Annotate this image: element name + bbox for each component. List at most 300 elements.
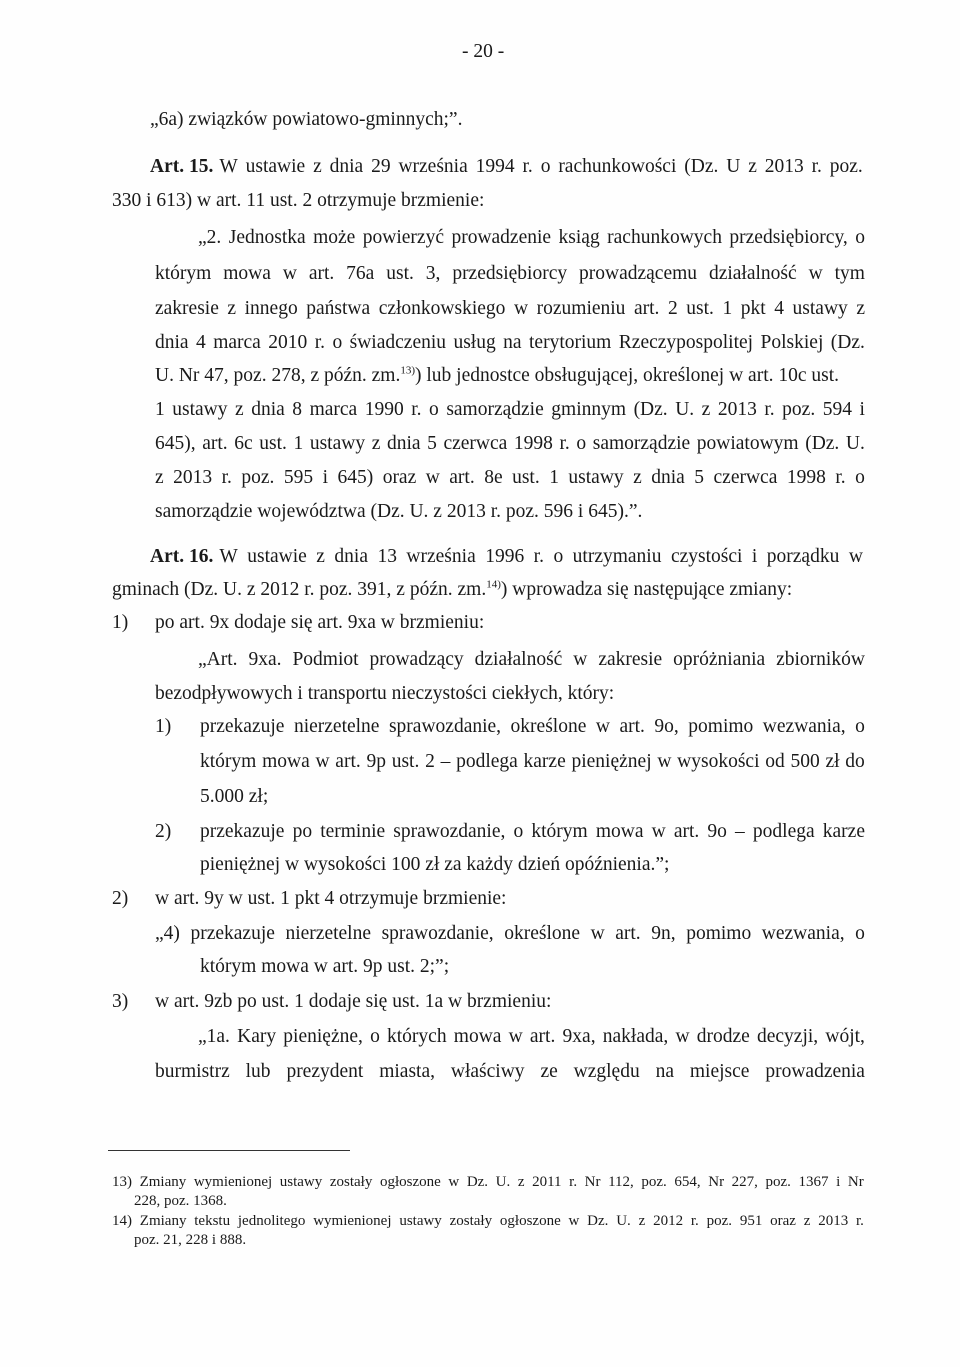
- word: z: [638, 1213, 646, 1229]
- word: 76a: [346, 263, 375, 284]
- word: miejsce: [689, 1061, 750, 1082]
- word: podlega: [456, 751, 518, 772]
- word: tekstu: [194, 1213, 231, 1229]
- word: miasta,: [379, 1061, 435, 1082]
- word: karze: [523, 751, 566, 772]
- word: w: [808, 263, 823, 284]
- footnote-ref-14: 14): [486, 578, 501, 591]
- word: zakresie: [155, 298, 219, 319]
- word: ust.: [512, 467, 540, 488]
- word: i: [751, 546, 758, 567]
- word: mowa: [595, 821, 644, 842]
- footnote-13-line-1: [112, 1173, 864, 1192]
- word: w: [282, 263, 297, 284]
- word: przekazuje: [200, 821, 285, 842]
- word: innego: [244, 298, 298, 319]
- point-2-quote-line-1: [155, 922, 865, 946]
- word: Kary: [237, 1026, 277, 1047]
- art16-line-1: [150, 545, 863, 569]
- art9xa-line-2: bezodpływowych i transportu nieczystości ciekłych, który:: [155, 683, 615, 704]
- word: na: [655, 1061, 674, 1082]
- word: o: [370, 1026, 380, 1047]
- art15-line-2: 330 i 613) w art. 11 ust. 2 otrzymuje brzmienie:: [112, 190, 485, 211]
- word: samorządzie: [446, 399, 544, 420]
- word: w: [675, 1026, 690, 1047]
- word: ze: [540, 1061, 558, 1082]
- point-3-quote-line-1: [198, 1025, 865, 1049]
- word: w: [595, 716, 610, 737]
- word: r.: [855, 1213, 864, 1229]
- word: powiatowym: [696, 433, 799, 454]
- word: r.: [811, 156, 822, 177]
- word: –: [735, 821, 745, 842]
- word: wysokości: [677, 751, 760, 772]
- word: w: [848, 546, 863, 567]
- word: o: [332, 332, 343, 353]
- word: 14): [112, 1213, 132, 1229]
- word: z: [856, 298, 865, 319]
- word: z: [517, 1174, 525, 1190]
- word: działalność: [474, 649, 563, 670]
- word: wójt,: [825, 1026, 865, 1047]
- word: art.: [335, 751, 361, 772]
- word: na: [503, 332, 522, 353]
- word: 1998: [513, 433, 553, 454]
- word: dnia: [251, 399, 285, 420]
- art15-quote-line-7: [155, 432, 865, 456]
- word: którym: [200, 751, 257, 772]
- word: 3,: [425, 263, 441, 284]
- word: określone: [510, 716, 587, 737]
- word: pieniężne,: [283, 1026, 363, 1047]
- word: z: [701, 399, 711, 420]
- art16-line-1-words: [219, 545, 863, 569]
- word: ogłoszone: [379, 1174, 441, 1190]
- art15-quote-line-8: [155, 466, 865, 490]
- word: marca: [213, 332, 261, 353]
- word: o: [540, 156, 551, 177]
- word: ustawy: [172, 399, 228, 420]
- word: karze: [822, 821, 865, 842]
- word: W: [219, 156, 238, 177]
- word: zostały: [329, 1174, 373, 1190]
- word: września: [398, 156, 468, 177]
- word: (Dz.: [830, 332, 865, 353]
- word: 8e: [484, 467, 503, 488]
- word: poz.: [706, 1213, 733, 1229]
- word: (Dz.: [805, 433, 840, 454]
- word: i: [859, 399, 865, 420]
- word: sprawozdanie,: [388, 716, 502, 737]
- word: 2013: [717, 399, 757, 420]
- word: r.: [559, 433, 570, 454]
- word: Nr: [847, 1174, 864, 1190]
- word: 1998: [786, 467, 826, 488]
- word: ust.: [386, 263, 414, 284]
- word: 9p: [366, 751, 386, 772]
- word: z: [227, 298, 237, 319]
- word: oraz: [382, 467, 417, 488]
- word: ustawy: [568, 467, 624, 488]
- word: rachunkowości: [558, 156, 677, 177]
- art15-quote-line-4: [155, 331, 865, 355]
- word: zostały: [449, 1213, 493, 1229]
- word: U.: [845, 433, 865, 454]
- word: wymienionej: [193, 1174, 273, 1190]
- art9xa-line-1: [198, 648, 865, 672]
- word: poz.: [641, 1174, 667, 1190]
- word: Nr: [584, 1174, 601, 1190]
- word: Jednostka: [228, 227, 306, 248]
- word: 29: [371, 156, 391, 177]
- word: U: [726, 156, 741, 177]
- word: przedsiębiorcy,: [729, 227, 848, 248]
- word: oraz: [770, 1213, 796, 1229]
- word: nierzetelne: [285, 923, 371, 944]
- word: do: [845, 751, 865, 772]
- word: mowa: [262, 751, 310, 772]
- word: wezwania,: [762, 716, 846, 737]
- word: utrzymaniu: [572, 546, 662, 567]
- word: 9xa,: [562, 1026, 596, 1047]
- word: ustawy: [399, 1213, 442, 1229]
- word: działalność: [708, 263, 797, 284]
- word: r.: [221, 467, 232, 488]
- word: 9o,: [654, 716, 679, 737]
- word: pkt: [740, 298, 766, 319]
- word: pomimo: [686, 923, 752, 944]
- word: wezwania,: [761, 923, 845, 944]
- word: terytorium: [529, 332, 612, 353]
- word: 1990: [364, 399, 404, 420]
- word: art.: [673, 821, 700, 842]
- subpoint-2-line-1: [200, 820, 865, 844]
- art15-line-1-words: [219, 155, 863, 179]
- word: Zmiany: [139, 1213, 187, 1229]
- word: mowa: [223, 263, 271, 284]
- word: 5: [694, 467, 705, 488]
- word: 8: [292, 399, 303, 420]
- word: Polskiej: [760, 332, 824, 353]
- word: nierzetelne: [293, 716, 380, 737]
- word: nakłada,: [602, 1026, 669, 1047]
- word: 2010: [268, 332, 308, 353]
- word: gminnym: [551, 399, 627, 420]
- word: ustawie: [245, 156, 306, 177]
- word: ksiąg: [558, 227, 600, 248]
- word: r.: [533, 546, 544, 567]
- word: „Art.: [198, 649, 238, 670]
- word: art.: [619, 716, 645, 737]
- word: 645): [337, 467, 374, 488]
- word: ustawie: [247, 546, 307, 567]
- word: rachunkowych: [607, 227, 722, 248]
- word: z: [803, 1213, 811, 1229]
- word: którym: [531, 821, 588, 842]
- word: usług: [453, 332, 496, 353]
- art15-quote-line-6: [155, 398, 865, 422]
- point-2-quote-line-2: którym mowa w art. 9p ust. 2;”;: [200, 956, 450, 977]
- word: 9n,: [651, 923, 676, 944]
- word: poz.: [765, 1174, 791, 1190]
- word: poz.: [782, 399, 816, 420]
- word: ogłoszone: [499, 1213, 561, 1229]
- word: 654,: [674, 1174, 701, 1190]
- page-number: - 20 -: [462, 41, 505, 62]
- word: 4: [196, 332, 206, 353]
- art15-label: Art. 15.: [150, 156, 214, 177]
- word: 2: [667, 298, 678, 319]
- subpoint-2-number: 2): [155, 821, 172, 842]
- word: r.: [314, 332, 326, 353]
- word: po: [292, 821, 313, 842]
- word: z: [155, 467, 164, 488]
- point-3-number: 3): [112, 991, 129, 1012]
- word: których: [387, 1026, 447, 1047]
- word: o: [576, 433, 587, 454]
- word: terminie: [320, 821, 386, 842]
- word: r.: [569, 1174, 578, 1190]
- word: w: [573, 649, 588, 670]
- word: ust.: [686, 298, 714, 319]
- word: lub: [245, 1061, 271, 1082]
- point-3-quote-line-2: [155, 1060, 865, 1084]
- word: prowadzenie: [451, 227, 552, 248]
- word: rozumieniu: [536, 298, 626, 319]
- word: poz.: [829, 156, 863, 177]
- word: członkowskiego: [378, 298, 506, 319]
- word: Dz.: [466, 1174, 489, 1190]
- word: opróżniania: [673, 649, 766, 670]
- word: podlega: [752, 821, 815, 842]
- word: Rzeczypospolitej: [618, 332, 754, 353]
- word: od: [765, 751, 785, 772]
- subpoint-1-number: 1): [155, 716, 172, 737]
- word: powierzyć: [362, 227, 444, 248]
- word: w: [448, 1174, 460, 1190]
- word: z: [371, 433, 381, 454]
- art15-quote-line-5: [155, 364, 839, 388]
- art16-l2-text-a: gminach (Dz. U. z 2012 r. poz. 391, z późn. zm.: [112, 579, 487, 600]
- word: w: [590, 923, 605, 944]
- word: 112,: [608, 1174, 634, 1190]
- word: 1994: [475, 156, 515, 177]
- footnote-13-line-2: 228, poz. 1368.: [134, 1193, 227, 1209]
- word: w: [425, 467, 440, 488]
- word: przedsiębiorcy: [452, 263, 568, 284]
- word: zł: [825, 751, 840, 772]
- word: U.: [675, 399, 695, 420]
- art15-quote-line-9: samorządzie województwa (Dz. U. z 2013 r. poz. 596 i 645).”.: [155, 501, 643, 522]
- word: art.: [529, 1026, 556, 1047]
- word: 1: [722, 298, 733, 319]
- word: o: [553, 546, 564, 567]
- art16-l2-text-b: ) wprowadza się następujące zmiany:: [500, 579, 793, 600]
- word: Zmiany: [139, 1174, 187, 1190]
- word: r.: [835, 467, 846, 488]
- word: art.: [308, 263, 335, 284]
- word: 13: [377, 546, 397, 567]
- word: czystości: [670, 546, 743, 567]
- word: w: [657, 751, 672, 772]
- word: U.: [495, 1174, 511, 1190]
- word: 9o: [707, 821, 727, 842]
- word: zbiorników: [776, 649, 865, 670]
- word: ust.: [259, 433, 287, 454]
- word: 2013: [173, 467, 213, 488]
- word: porządku: [766, 546, 840, 567]
- word: tym: [834, 263, 865, 284]
- art15-quote-line-3: [155, 297, 865, 321]
- word: 2012: [653, 1213, 684, 1229]
- word: ustawy: [309, 433, 366, 454]
- word: W: [219, 546, 238, 567]
- word: r.: [411, 399, 422, 420]
- word: Podmiot: [292, 649, 359, 670]
- word: mowa: [453, 1026, 502, 1047]
- word: o: [855, 923, 865, 944]
- word: 1996: [485, 546, 525, 567]
- word: z: [235, 399, 244, 420]
- word: może: [313, 227, 356, 248]
- word: poz.: [241, 467, 275, 488]
- word: r.: [764, 399, 775, 420]
- word: 645),: [155, 433, 196, 454]
- word: drodze: [696, 1026, 750, 1047]
- subpoint-1-line-1: [200, 715, 865, 739]
- art16-label: Art. 16.: [150, 546, 214, 567]
- word: i: [836, 1174, 841, 1190]
- word: art.: [633, 298, 660, 319]
- word: U.: [616, 1213, 631, 1229]
- word: 6c: [234, 433, 253, 454]
- word: samorządzie: [592, 433, 691, 454]
- word: przekazuje: [190, 923, 275, 944]
- word: czerwca: [713, 467, 778, 488]
- word: czerwca: [443, 433, 508, 454]
- word: którym: [155, 263, 212, 284]
- word: o: [513, 821, 524, 842]
- word: względu: [573, 1061, 640, 1082]
- word: o: [429, 399, 439, 420]
- word: r.: [522, 156, 533, 177]
- word: 500: [790, 751, 820, 772]
- intro-line: „6a) związków powiatowo-gminnych;”.: [150, 109, 463, 130]
- word: i: [322, 467, 328, 488]
- word: z: [313, 156, 322, 177]
- word: pomimo: [688, 716, 754, 737]
- word: „2.: [198, 227, 222, 248]
- word: w: [651, 821, 666, 842]
- word: dnia: [329, 156, 364, 177]
- word: Dz.: [587, 1213, 609, 1229]
- word: prowadzenia: [765, 1061, 865, 1082]
- word: 2011: [532, 1174, 562, 1190]
- word: Nr: [708, 1174, 725, 1190]
- word: ust.: [391, 751, 420, 772]
- art15-quote-line-1: [198, 226, 865, 250]
- word: w: [315, 751, 330, 772]
- word: 951: [739, 1213, 763, 1229]
- word: burmistrz: [155, 1061, 230, 1082]
- word: w: [508, 1026, 523, 1047]
- footnote-separator: [108, 1150, 350, 1151]
- word: 594: [822, 399, 852, 420]
- point-1-number: 1): [112, 612, 129, 633]
- word: przekazuje: [200, 716, 285, 737]
- point-2-text: w art. 9y w ust. 1 pkt 4 otrzymuje brzmienie:: [155, 888, 507, 909]
- point-2-number: 2): [112, 888, 129, 909]
- word: świadczeniu: [349, 332, 447, 353]
- word: w: [513, 298, 529, 319]
- art15-q5-text-b: ) lub jednostce obsługującej, określonej w art. 10c ust.: [415, 365, 840, 386]
- word: art.: [615, 923, 641, 944]
- word: (Dz.: [633, 399, 668, 420]
- word: marca: [309, 399, 358, 420]
- word: 2013: [818, 1213, 849, 1229]
- word: prowadzący: [369, 649, 464, 670]
- word: art.: [449, 467, 475, 488]
- subpoint-2-line-2: pieniężnej w wysokości 100 zł za każdy dzień opóźnienia.”;: [200, 854, 670, 875]
- word: pieniężnej: [571, 751, 652, 772]
- word: państwa: [306, 298, 371, 319]
- word: dnia: [651, 467, 685, 488]
- word: 4: [774, 298, 784, 319]
- word: zakresie: [598, 649, 663, 670]
- word: art.: [202, 433, 228, 454]
- word: 2013: [764, 156, 804, 177]
- word: r.: [690, 1213, 699, 1229]
- art16-line-2: [112, 578, 792, 602]
- subpoint-1-line-2: [200, 750, 865, 774]
- word: –: [440, 751, 451, 772]
- word: prowadzącemu: [579, 263, 698, 284]
- subpoint-1-line-3: 5.000 zł;: [200, 786, 269, 807]
- word: ustawy: [792, 298, 848, 319]
- word: jednolitego: [237, 1213, 306, 1229]
- word: dnia: [386, 433, 421, 454]
- word: 1: [293, 433, 304, 454]
- word: z: [633, 467, 642, 488]
- word: września: [406, 546, 476, 567]
- word: ustawy: [279, 1174, 323, 1190]
- word: 2: [425, 751, 435, 772]
- word: o: [855, 467, 865, 488]
- word: określone: [504, 923, 581, 944]
- word: w: [568, 1213, 580, 1229]
- word: „1a.: [198, 1026, 230, 1047]
- word: z: [316, 546, 325, 567]
- point-1-text: po art. 9x dodaje się art. 9xa w brzmieniu:: [155, 612, 485, 633]
- footnote-ref-13: 13): [400, 364, 415, 377]
- word: prezydent: [286, 1061, 364, 1082]
- word: 1: [549, 467, 559, 488]
- footnote-14-line-1: [112, 1212, 864, 1231]
- word: 9xa.: [248, 649, 282, 670]
- word: 1: [155, 399, 165, 420]
- point-3-text: w art. 9zb po ust. 1 dodaje się ust. 1a w brzmieniu:: [155, 991, 552, 1012]
- word: 595: [283, 467, 314, 488]
- word: dnia: [334, 546, 368, 567]
- word: dnia: [155, 332, 189, 353]
- word: 5: [427, 433, 437, 454]
- word: o: [855, 716, 865, 737]
- art15-q5-text-a: U. Nr 47, poz. 278, z późn. zm.: [155, 365, 401, 386]
- word: sprawozdanie,: [393, 821, 506, 842]
- word: 227,: [731, 1174, 758, 1190]
- word: z: [748, 156, 757, 177]
- word: o: [855, 227, 865, 248]
